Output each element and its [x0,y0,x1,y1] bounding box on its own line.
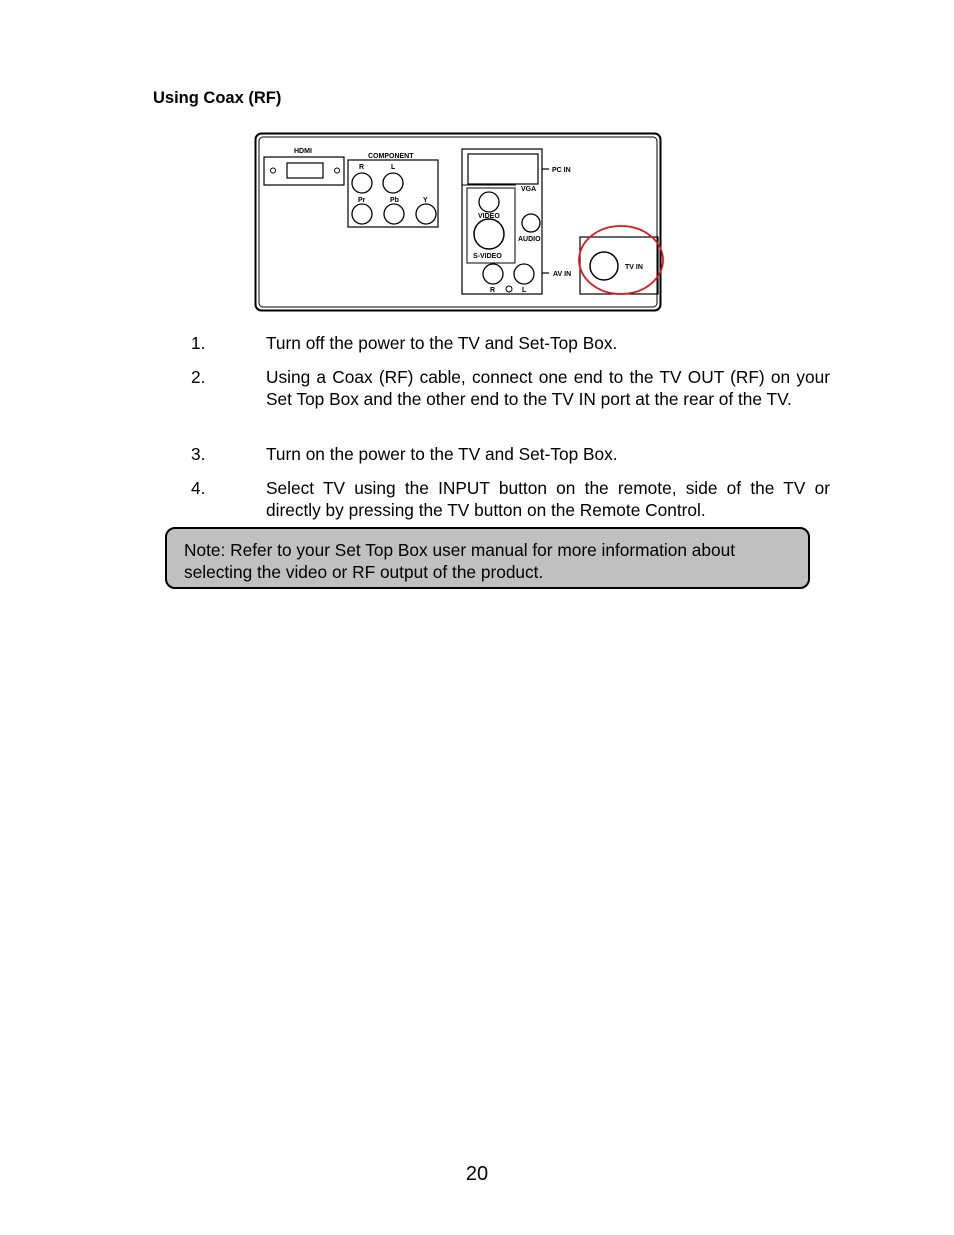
label-video: VIDEO [478,213,500,220]
step-text: Turn off the power to the TV and Set-Top Box. [266,333,618,353]
page-number: 20 [465,1163,489,1185]
step-text: Turn on the power to the TV and Set-Top Box. [266,444,618,464]
hdmi-screw-left [271,168,276,173]
tv-rear-panel-diagram [254,132,666,314]
step-number: 3. [191,444,206,464]
hdmi-screw-right [335,168,340,173]
av-audio-r-jack [483,264,503,284]
hdmi-panel [264,157,344,185]
audio-jack [522,214,540,232]
video-jack [479,192,499,212]
label-pc-in: PC IN [552,167,571,174]
label-component: COMPONENT [368,153,414,160]
label-av-in: AV IN [553,271,572,278]
av-sub-panel [467,188,515,263]
step-number: 1. [191,333,206,353]
step-text: Using a Coax (RF) cable, connect one end to the TV OUT (RF) on your Set Top Box and the other end to the TV IN port at the rear of the TV. [266,367,830,409]
label-r-bottom: R [490,287,496,294]
label-y: Y [423,197,428,204]
step-number: 4. [191,478,206,498]
label-r-top: R [359,164,365,171]
section-heading: Using Coax (RF) [153,89,282,107]
component-audio-r-jack [352,173,372,193]
hdmi-port [287,163,323,178]
component-pb-jack [384,204,404,224]
label-vga: VGA [521,186,537,193]
panel-outer-frame [256,134,661,311]
label-pr: Pr [358,197,366,204]
component-audio-l-jack [383,173,403,193]
vga-av-panel [462,149,542,294]
label-l-bottom: L [522,287,527,294]
label-s-video: S-VIDEO [473,253,502,260]
av-audio-l-jack [514,264,534,284]
label-hdmi: HDMI [294,148,312,155]
label-tv-in: TV IN [625,264,643,271]
step-text: Select TV using the INPUT button on the remote, side of the TV or directly by pressing the TV button on the Remote Control. [266,478,830,520]
component-y-jack [416,204,436,224]
component-pr-jack [352,204,372,224]
s-video-port [474,219,504,249]
note-text: Note: Refer to your Set Top Box user manual for more information about selecting the video or RF output of the product. [184,540,736,582]
label-pb: Pb [390,197,399,204]
note-box [165,527,810,589]
tv-in-coax-port [590,252,618,280]
label-l-top: L [391,164,396,171]
label-audio: AUDIO [518,236,541,243]
step-number: 2. [191,367,206,387]
vga-port [468,154,538,184]
